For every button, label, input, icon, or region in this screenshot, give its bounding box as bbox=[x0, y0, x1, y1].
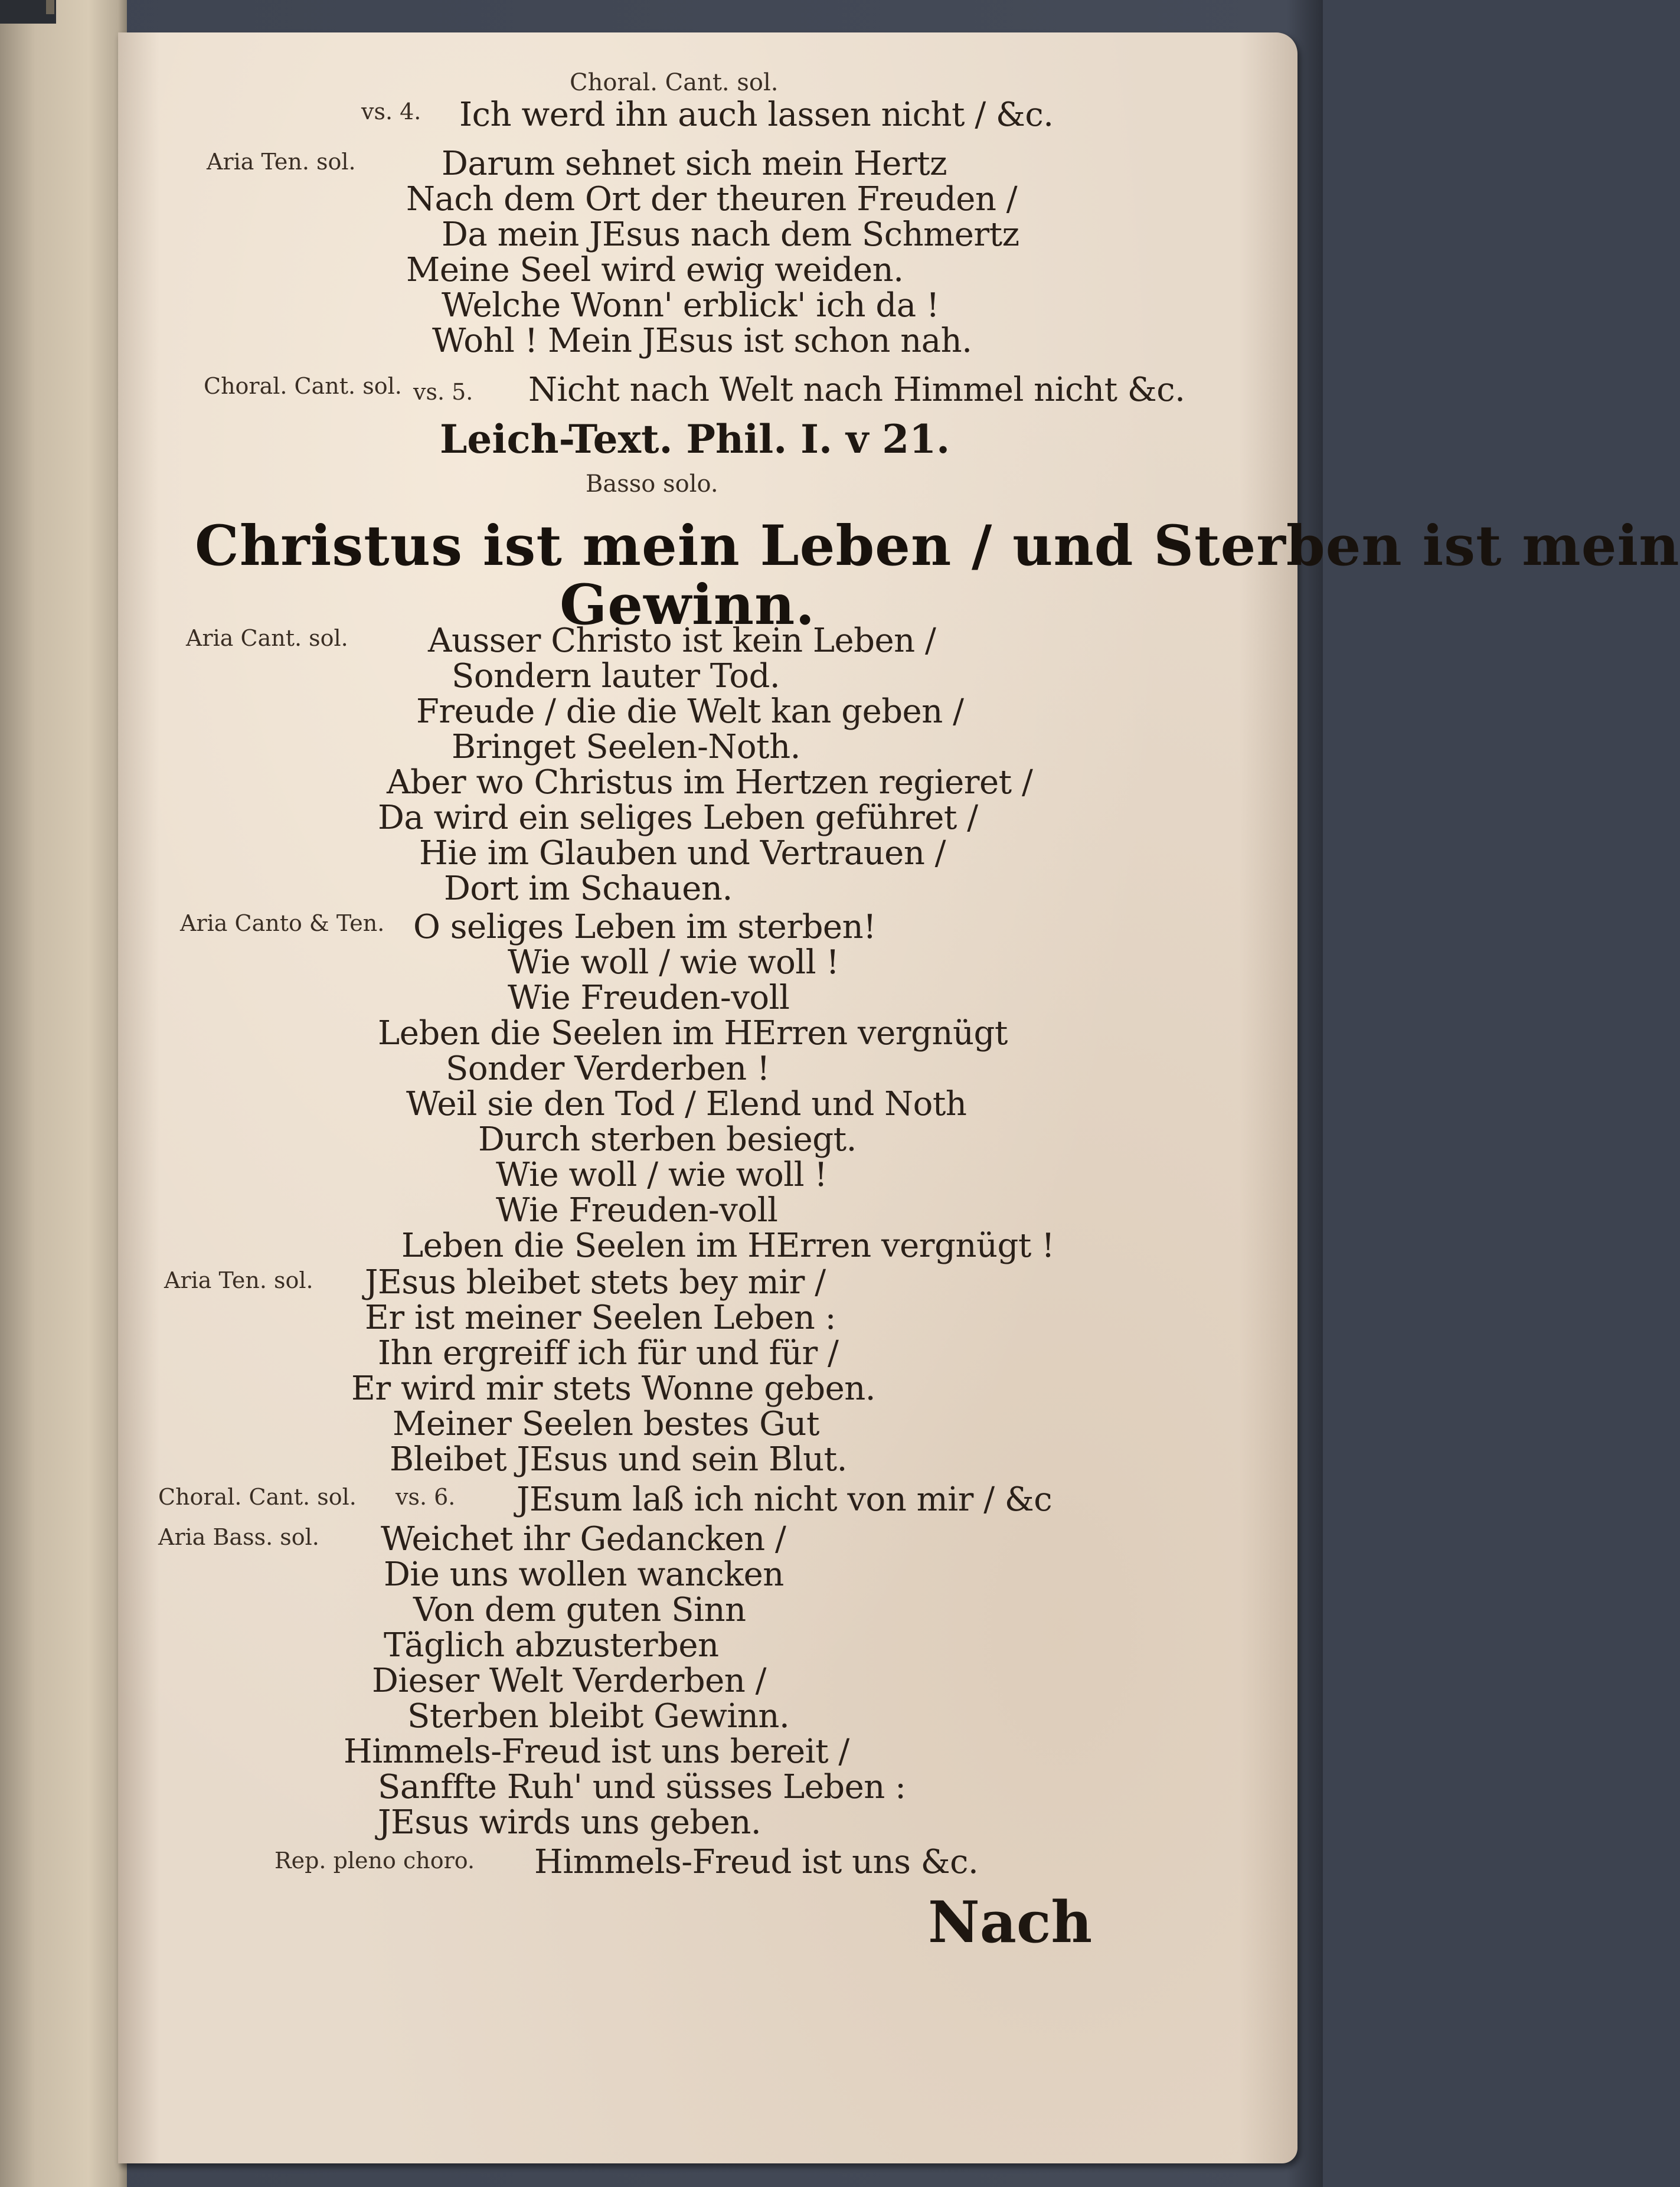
aria-line: Da mein JEsus nach dem Schmertz bbox=[442, 215, 1019, 254]
aria-line: Täglich abzusterben bbox=[384, 1626, 719, 1665]
aria-line: Meine Seel wird ewig weiden. bbox=[406, 251, 904, 289]
aria-label: Aria Bass. sol. bbox=[158, 1524, 319, 1550]
aria-line: Sonder Verderben ! bbox=[446, 1050, 770, 1088]
aria-line: Dort im Schauen. bbox=[444, 869, 733, 908]
aria-line: Wie Freuden-voll bbox=[508, 979, 790, 1017]
aria-line: Wie woll / wie woll ! bbox=[508, 943, 839, 982]
repetition-text: Himmels-Freud ist uns &c. bbox=[534, 1843, 979, 1881]
choral-label: Choral. Cant. sol. bbox=[158, 1484, 357, 1510]
aria-line: Bringet Seelen-Noth. bbox=[452, 728, 800, 766]
verse-label: vs. 5. bbox=[413, 379, 473, 405]
aria-line: Aber wo Christus im Hertzen regieret / bbox=[387, 763, 1033, 802]
aria-label: Aria Canto & Ten. bbox=[180, 910, 385, 936]
aria-line: Freude / die die Welt kan geben / bbox=[416, 692, 964, 731]
aria-label: Aria Ten. sol. bbox=[207, 149, 356, 175]
aria-line: Weichet ihr Gedancken / bbox=[381, 1520, 786, 1558]
aria-line: Ihn ergreiff ich für und für / bbox=[378, 1334, 839, 1372]
aria-line: Welche Wonn' erblick' ich da ! bbox=[442, 286, 939, 325]
choral-text: Ich werd ihn auch lassen nicht / &c. bbox=[459, 96, 1054, 134]
aria-label: Aria Cant. sol. bbox=[186, 625, 348, 651]
aria-line: Meiner Seelen bestes Gut bbox=[393, 1405, 819, 1443]
aria-line: Sterben bleibt Gewinn. bbox=[407, 1697, 790, 1735]
voice-label: Basso solo. bbox=[586, 470, 718, 498]
verse-label: vs. 4. bbox=[361, 99, 421, 125]
scan-corner-tab bbox=[0, 0, 56, 24]
aria-line: O seliges Leben im sterben! bbox=[413, 908, 877, 946]
verse-label: vs. 6. bbox=[396, 1484, 456, 1510]
aria-line: Er wird mir stets Wonne geben. bbox=[351, 1369, 876, 1408]
aria-line: Dieser Welt Verderben / bbox=[372, 1662, 766, 1700]
aria-line: Leben die Seelen im HErren vergnügt ! bbox=[401, 1227, 1055, 1265]
scripture-text: Christus ist mein Leben / und Sterben ist mein bbox=[195, 514, 1680, 578]
aria-line: Er ist meiner Seelen Leben : bbox=[365, 1299, 836, 1337]
aria-line: Nach dem Ort der theuren Freuden / bbox=[406, 180, 1018, 218]
aria-line: Wohl ! Mein JEsus ist schon nah. bbox=[432, 322, 972, 360]
book-page bbox=[118, 32, 1680, 2163]
catchword: Nach bbox=[928, 1889, 1093, 1956]
aria-line: Sanffte Ruh' und süsses Leben : bbox=[378, 1768, 906, 1806]
choral-heading: Choral. Cant. sol. bbox=[570, 69, 779, 96]
aria-line: Bleibet JEsus und sein Blut. bbox=[390, 1440, 847, 1479]
aria-line: Darum sehnet sich mein Hertz bbox=[442, 145, 947, 183]
aria-line: Hie im Glauben und Vertrauen / bbox=[419, 834, 946, 872]
leich-text-heading: Leich-Text. Phil. I. v 21. bbox=[440, 416, 950, 462]
aria-line: JEsus bleibet stets bey mir / bbox=[365, 1263, 826, 1302]
aria-line: Leben die Seelen im HErren vergnügt bbox=[378, 1014, 1008, 1052]
choral-text: Nicht nach Welt nach Himmel nicht &c. bbox=[528, 371, 1185, 409]
aria-line: Durch sterben besiegt. bbox=[478, 1120, 857, 1159]
previous-page-edge bbox=[0, 0, 127, 2187]
aria-line: Weil sie den Tod / Elend und Noth bbox=[406, 1085, 967, 1123]
aria-line: Wie Freuden-voll bbox=[496, 1191, 778, 1230]
aria-line: Ausser Christo ist kein Leben / bbox=[428, 622, 936, 660]
aria-line: JEsus wirds uns geben. bbox=[378, 1803, 761, 1842]
aria-line: Himmels-Freud ist uns bereit / bbox=[344, 1732, 849, 1771]
aria-label: Aria Ten. sol. bbox=[164, 1267, 313, 1293]
aria-line: Wie woll / wie woll ! bbox=[496, 1156, 828, 1194]
aria-line: Die uns wollen wancken bbox=[384, 1555, 784, 1594]
choral-label: Choral. Cant. sol. bbox=[204, 373, 402, 399]
aria-line: Von dem guten Sinn bbox=[413, 1591, 746, 1629]
aria-line: Da wird ein seliges Leben geführet / bbox=[378, 799, 978, 837]
aria-line: Sondern lauter Tod. bbox=[452, 657, 780, 695]
repetition-label: Rep. pleno choro. bbox=[274, 1848, 475, 1874]
scripture-text: Gewinn. bbox=[560, 573, 816, 638]
choral-text: JEsum laß ich nicht von mir / &c bbox=[517, 1480, 1053, 1519]
